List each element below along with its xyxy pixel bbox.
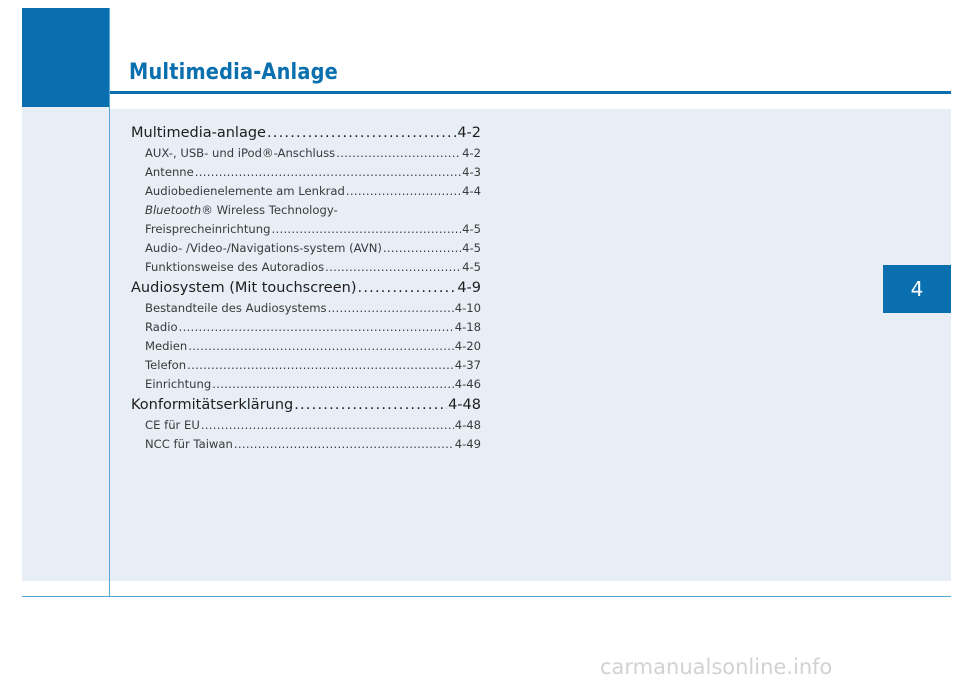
toc-entry-page: 4-5 (462, 241, 481, 255)
toc-entry-label: Telefon (145, 358, 187, 372)
chapter-color-block (22, 8, 109, 107)
toc-entry-page: 4-4 (462, 184, 481, 198)
leader-dots (187, 356, 454, 375)
toc-entry-label: Medien (145, 339, 188, 353)
toc-entry-page: 4-18 (454, 320, 481, 334)
toc-entry-label: Bestandteile des Audiosystems (145, 301, 327, 315)
toc-entry[interactable] (131, 182, 481, 201)
toc-entry-label: Freisprecheinrichtung (145, 222, 271, 236)
toc-entry-page: 4-46 (454, 377, 481, 391)
toc-entry[interactable] (131, 435, 481, 454)
toc-entry[interactable] (131, 416, 481, 435)
toc-section-page: 4-9 (457, 280, 481, 296)
toc-entry[interactable] (131, 375, 481, 394)
leader-dots (201, 416, 454, 435)
leader-dots (212, 375, 453, 394)
bottom-divider (22, 596, 951, 597)
toc-entry[interactable] (131, 144, 481, 163)
toc-entry-page: 4-5 (462, 260, 481, 274)
toc-entry-label: NCC für Taiwan (145, 437, 233, 451)
table-of-contents (131, 122, 481, 454)
toc-entry-page: 4-49 (454, 437, 481, 451)
toc-section-label: Konformitätserklärung (131, 397, 294, 413)
leader-dots (383, 239, 461, 258)
toc-entry-page: 4-10 (454, 301, 481, 315)
toc-entry-page: 4-20 (454, 339, 481, 353)
leader-dots (294, 394, 447, 416)
toc-entry[interactable] (131, 299, 481, 318)
toc-entry[interactable] (131, 337, 481, 356)
page-title: Multimedia-Anlage (129, 60, 338, 85)
toc-section-page: 4-2 (457, 125, 481, 141)
toc-entry-page: 4-2 (462, 146, 481, 160)
toc-entry-label: Antenne (145, 165, 194, 179)
toc-entry-label: AUX-, USB- und iPod®-Anschluss (145, 146, 336, 160)
toc-entry[interactable] (131, 356, 481, 375)
leader-dots (267, 122, 456, 144)
leader-dots (179, 318, 454, 337)
leader-dots (328, 299, 454, 318)
toc-entry-label: Audio- /Video-/Navigations-system (AVN) (145, 241, 382, 255)
title-underline (110, 91, 951, 94)
toc-section-label: Audiosystem (Mit touchscreen) (131, 280, 357, 296)
toc-entry-page: 4-48 (454, 418, 481, 432)
leader-dots (346, 182, 461, 201)
leader-dots (271, 220, 461, 239)
toc-section-audiosystem[interactable] (131, 277, 481, 299)
toc-entry-label: Funktionsweise des Autoradios (145, 260, 325, 274)
toc-entry[interactable] (131, 258, 481, 277)
leader-dots (358, 277, 457, 299)
toc-entry[interactable] (131, 318, 481, 337)
toc-entry-label: Einrichtung (145, 377, 212, 391)
toc-entry-label: CE für EU (145, 418, 200, 432)
leader-dots (336, 144, 461, 163)
toc-entry-label: Audiobedienelemente am Lenkrad (145, 184, 345, 198)
watermark: carmanualsonline.info (600, 655, 833, 679)
leader-dots (188, 337, 453, 356)
toc-entry[interactable] (131, 163, 481, 182)
bluetooth-brand: Bluetooth (145, 203, 202, 217)
toc-entry-bluetooth-line1[interactable] (131, 201, 481, 220)
toc-section-page: 4-48 (448, 397, 481, 413)
leader-dots (195, 163, 461, 182)
toc-entry-page: 4-5 (462, 222, 481, 236)
toc-section-multimedia[interactable] (131, 122, 481, 144)
toc-entry-label: Radio (145, 320, 178, 334)
leader-dots (325, 258, 461, 277)
leader-dots (234, 435, 454, 454)
toc-entry-page: 4-3 (462, 165, 481, 179)
toc-entry-bluetooth-line2[interactable] (131, 220, 481, 239)
toc-section-konformitaet[interactable] (131, 394, 481, 416)
toc-entry[interactable] (131, 239, 481, 258)
toc-entry-page: 4-37 (454, 358, 481, 372)
bluetooth-rest: ® Wireless Technology- (201, 203, 338, 217)
toc-section-label: Multimedia-anlage (131, 125, 266, 141)
chapter-tab[interactable]: 4 (883, 265, 951, 313)
